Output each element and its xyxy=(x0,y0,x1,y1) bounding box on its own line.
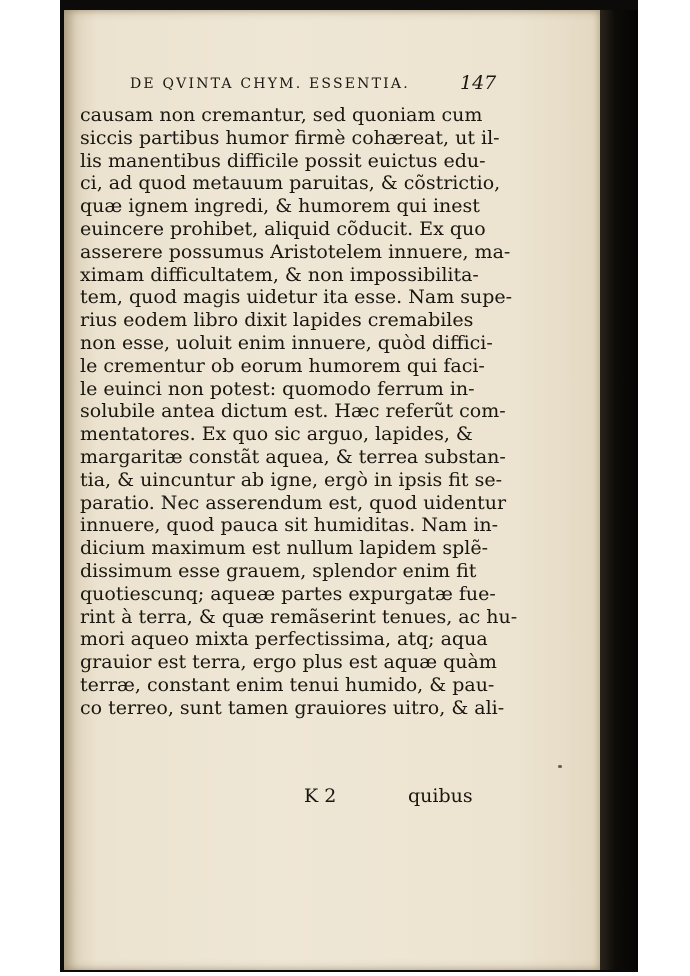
body-text xyxy=(80,104,520,720)
text-line: lis manentibus difficile possit euictus edu- xyxy=(80,149,486,172)
page-footer xyxy=(0,785,690,813)
text-line: rius eodem libro dixit lapides cremabiles xyxy=(80,309,474,332)
text-line: grauior est terra, ergo plus est aquæ quàm xyxy=(80,651,497,674)
text-line: ximam difficultatem, & non impossibilita- xyxy=(80,263,479,286)
text-line: mori aqueo mixta perfectissima, atq; aqua xyxy=(80,628,488,651)
text-line: euincere prohibet, aliquid cõducit. Ex quo xyxy=(80,217,486,240)
text-line: le euinci non potest: quomodo ferrum in- xyxy=(80,377,475,400)
text-line: ci, ad quod metauum paruitas, & cõstrictio, xyxy=(80,172,501,195)
text-line: quotiescunq; aqueæ partes expurgatæ fue- xyxy=(80,582,496,605)
text-line: causam non cremantur, sed quoniam cum xyxy=(80,104,483,126)
catchword: quibus xyxy=(408,785,473,807)
text-line: le crementur ob eorum humorem qui faci- xyxy=(80,354,485,377)
text-line: mentatores. Ex quo sic arguo, lapides, & xyxy=(80,423,473,446)
text-line: non esse, uoluit enim innuere, quòd diffici- xyxy=(80,331,493,354)
text-line: asserere possumus Aristotelem innuere, ma- xyxy=(80,240,511,263)
text-line: margaritæ constãt aquea, & terrea substan- xyxy=(80,445,506,468)
text-line: paratio. Nec asserendum est, quod uidentur xyxy=(80,491,507,514)
text-line: siccis partibus humor firmè cohæreat, ut il- xyxy=(80,126,500,149)
text-line: co terreo, sunt tamen grauiores uitro, & ali- xyxy=(80,696,505,719)
page-header xyxy=(130,72,510,102)
text-line: solubile antea dictum est. Hæc referũt com- xyxy=(80,400,506,423)
text-line: innuere, quod pauca sit humiditas. Nam in- xyxy=(80,514,499,537)
text-line: tem, quod magis uidetur ita esse. Nam supe- xyxy=(80,286,513,309)
page-number: 147 xyxy=(460,72,497,94)
text-line: dissimum esse grauem, splendor enim fit xyxy=(80,559,477,582)
ink-speck xyxy=(558,765,562,768)
text-line: quæ ignem ingredi, & humorem qui inest xyxy=(80,195,480,218)
text-line: tia, & uincuntur ab igne, ergò in ipsis fit se- xyxy=(80,468,502,491)
text-line: terræ, constant enim tenui humido, & pau- xyxy=(80,673,495,696)
signature-mark: K 2 xyxy=(304,785,337,807)
running-title: DE QVINTA CHYM. ESSENTIA. xyxy=(130,76,410,92)
text-line: dicium maximum est nullum lapidem splẽ- xyxy=(80,537,489,560)
text-line: rint à terra, & quæ remãserint tenues, ac hu- xyxy=(80,605,518,628)
page-edge-shadow xyxy=(600,10,638,970)
